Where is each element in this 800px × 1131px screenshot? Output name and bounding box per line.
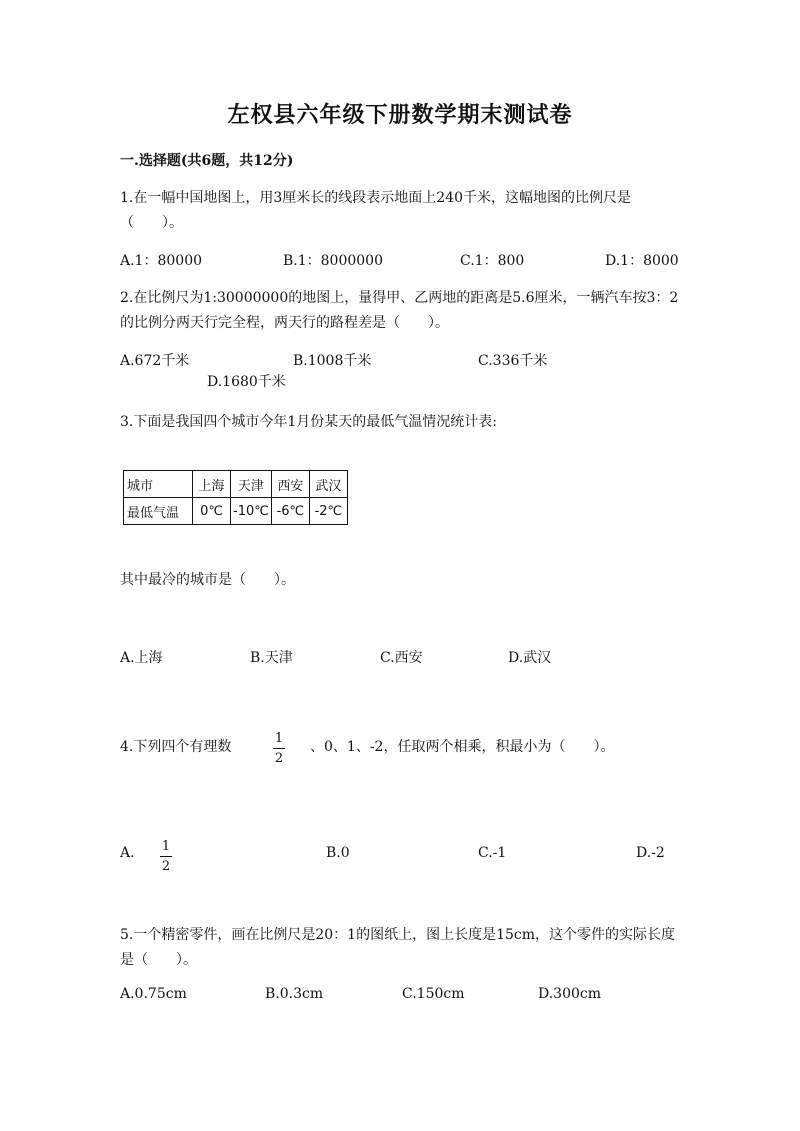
section-heading: 一.选择题(共6题，共12分) (120, 153, 294, 169)
q4-option-a[interactable]: A. (120, 845, 135, 861)
q2-option-c[interactable]: C.336千米 (478, 353, 548, 369)
question-3-text: 3.下面是我国四个城市今年1月份某天的最低气温情况统计表: (120, 414, 497, 430)
table-cell: -2℃ (309, 498, 347, 525)
table-cell: 最低气温 (124, 498, 193, 525)
q4-option-c[interactable]: C.-1 (478, 845, 507, 861)
question-1-text: 1.在一幅中国地图上，用3厘米长的线段表示地面上240千米，这幅地图的比例尺是（ ）。 (120, 190, 631, 231)
question-3-followup: 其中最冷的城市是（ ）。 (120, 572, 295, 588)
fraction-numerator: 1 (161, 839, 171, 854)
q1-option-a[interactable]: A.1：80000 (120, 253, 203, 269)
q2-option-d[interactable]: D.1680千米 (207, 374, 286, 390)
q1-option-d[interactable]: D.1：8000 (605, 253, 679, 269)
question-4-suffix: 、0、1、-2，任取两个相乘，积最小为（ ）。 (310, 739, 615, 755)
fraction-numerator: 1 (274, 731, 284, 746)
table-cell: 天津 (231, 471, 272, 498)
table-row (124, 471, 348, 498)
question-2-text: 2.在比例尺为1:30000000的地图上，量得甲、乙两地的距离是5.6厘米，一辆汽车按3：2的比例分两天行完全程，两天行的路程差是（ ）。 (120, 290, 679, 331)
page-title: 左权县六年级下册数学期末测试卷 (227, 102, 573, 128)
q5-option-a[interactable]: A.0.75cm (120, 986, 187, 1002)
table-cell: -6℃ (271, 498, 309, 525)
q4-option-d[interactable]: D.-2 (636, 845, 665, 861)
q3-option-a[interactable]: A.上海 (120, 650, 163, 666)
table-cell: 0℃ (193, 498, 231, 525)
fraction-bar (160, 856, 172, 857)
q2-option-b[interactable]: B.1008千米 (293, 353, 372, 369)
q2-option-a[interactable]: A.672千米 (120, 353, 190, 369)
table-cell: -10℃ (231, 498, 272, 525)
fraction-one-half (273, 731, 285, 766)
table-cell: 城市 (124, 471, 193, 498)
q4-option-b[interactable]: B.0 (326, 845, 350, 861)
temperature-table (123, 470, 348, 525)
q3-option-c[interactable]: C.西安 (380, 650, 423, 666)
question-5-text: 5.一个精密零件，画在比例尺是20：1的图纸上，图上长度是15cm，这个零件的实际长度是（ ）。 (120, 927, 676, 968)
fraction-denominator: 2 (161, 859, 171, 874)
fraction-denominator: 2 (274, 751, 284, 766)
q4-option-a-fraction (160, 839, 172, 874)
q5-option-d[interactable]: D.300cm (538, 986, 602, 1002)
table-cell: 西安 (271, 471, 309, 498)
table-cell: 上海 (193, 471, 231, 498)
q5-option-b[interactable]: B.0.3cm (265, 986, 324, 1002)
q3-option-b[interactable]: B.天津 (250, 650, 293, 666)
q1-option-b[interactable]: B.1：8000000 (283, 253, 383, 269)
q5-option-c[interactable]: C.150cm (402, 986, 465, 1002)
table-cell: 武汉 (309, 471, 347, 498)
q1-option-c[interactable]: C.1：800 (460, 253, 525, 269)
question-4-prefix: 4.下列四个有理数 (120, 739, 232, 755)
q3-option-d[interactable]: D.武汉 (508, 650, 552, 666)
fraction-bar (273, 748, 285, 749)
table-row (124, 498, 348, 525)
